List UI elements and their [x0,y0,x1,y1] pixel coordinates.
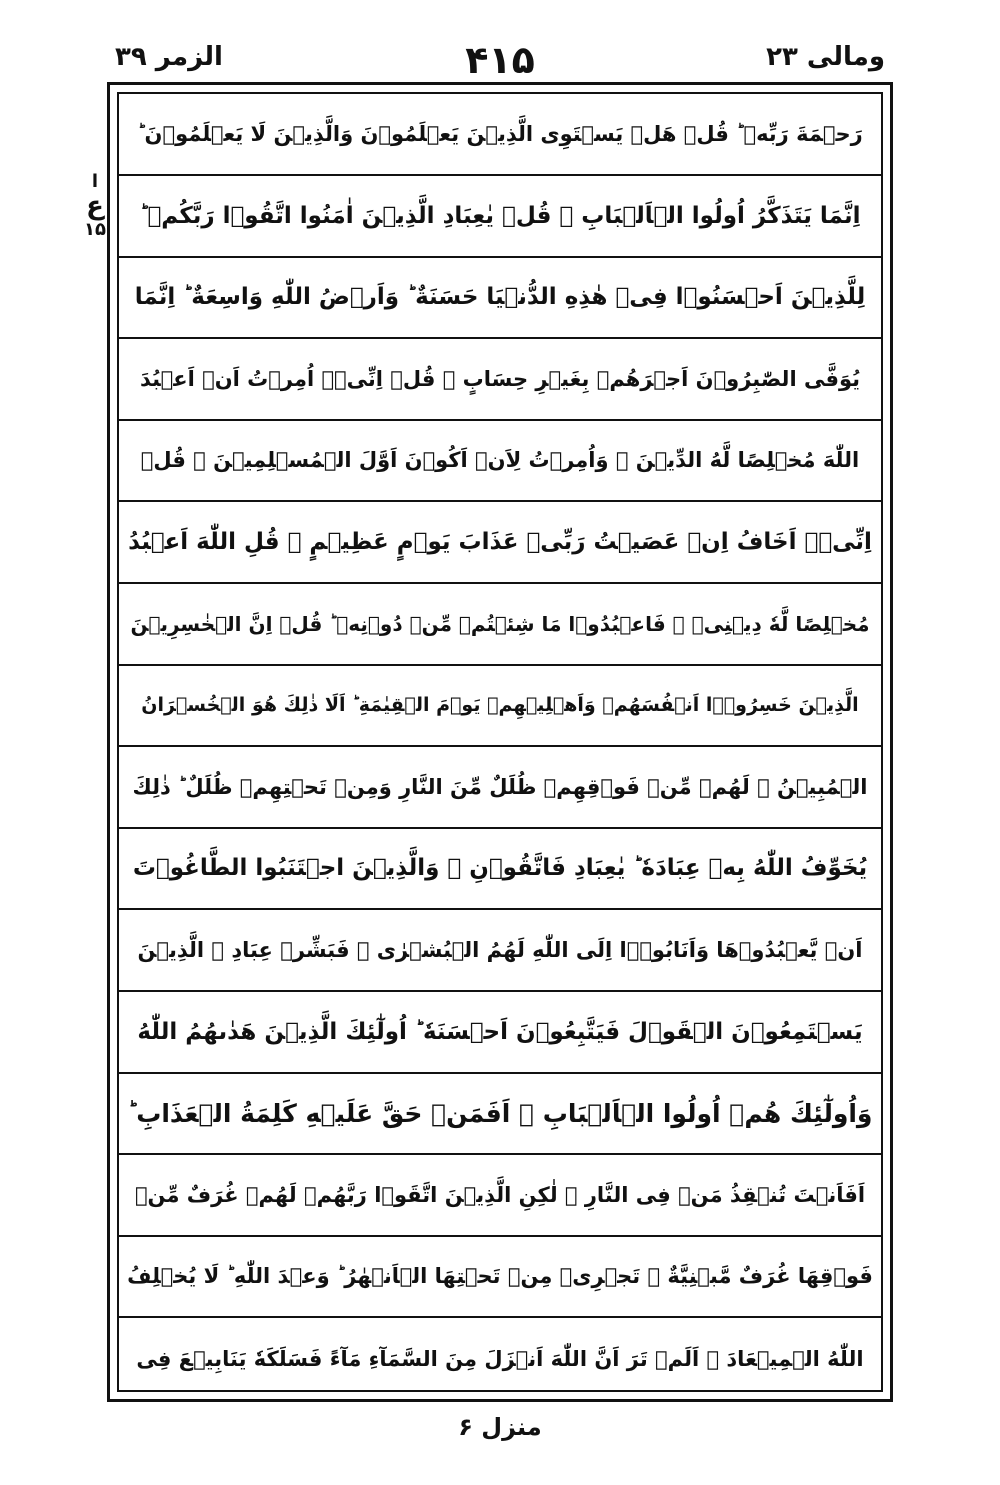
text-line [119,1318,881,1400]
text-line [119,176,881,258]
line-text: اَفَاَنۡتَ تُنۡقِذُ مَنۡ فِى النَّارِ ۞ لٰكِنِ الَّذِيۡنَ اتَّقَوۡا رَبَّهُمۡ لَهُمۡ غُرَفٌ مِّنۡ [134,1182,866,1207]
ruku-marker-number: ۱۵ [84,219,106,241]
ruku-marker [84,172,106,240]
text-line [119,747,881,829]
text-line [119,910,881,992]
text-line [119,257,881,339]
ruku-marker-symbol: ع [86,190,104,221]
text-line [119,1073,881,1155]
line-text: يُخَوِّفُ اللّٰهُ بِهٖ عِبَادَهٗ ؕ يٰعِبَادِ فَاتَّقُوۡنِ ۞ وَالَّذِيۡنَ اجۡتَنَبُوا الطَّاغُوۡتَ [132,855,868,882]
line-text: لِلَّذِيۡنَ اَحۡسَنُوۡا فِىۡ هٰذِهِ الدُّنۡيَا حَسَنَةٌ ؕ وَاَرۡضُ اللّٰهِ وَاسِعَةٌ ؕ اِنَّمَا [134,284,866,311]
text-line [119,420,881,502]
text-line [119,665,881,747]
line-text: مُخۡلِصًا لَّهٗ دِيۡنِىۡ ۞ فَاعۡبُدُوۡا مَا شِئۡتُمۡ مِّنۡ دُوۡنِهٖ ؕ قُلۡ اِنَّ الۡخٰسِرِيۡنَ [130,611,870,636]
line-text: فَوۡقِهَا غُرَفٌ مَّبۡنِيَّةٌ ۙ تَجۡرِىۡ مِنۡ تَحۡتِهَا الۡاَنۡهٰرُ ؕ وَعۡدَ اللّٰهِ ؕ لَا يُخۡلِفُ [127,1264,873,1289]
line-text: وَاُولٰٓئِكَ هُمۡ اُولُوا الۡاَلۡبَابِ ۞ اَفَمَنۡ حَقَّ عَلَيۡهِ كَلِمَةُ الۡعَذَابِ ؕ [127,1098,873,1128]
text-line [119,339,881,421]
line-text: اِنَّمَا يَتَذَكَّرُ اُولُوا الۡاَلۡبَابِ ۞ قُلۡ يٰعِبَادِ الَّذِيۡنَ اٰمَنُوا اتَّقُوۡا رَبَّكُمۡ ؕ [139,202,861,229]
line-text: رَحۡمَةَ رَبِّهٖ ؕ قُلۡ هَلۡ يَسۡتَوِى الَّذِيۡنَ يَعۡلَمُوۡنَ وَالَّذِيۡنَ لَا يَعۡلَمُوۡنَ ؕ [137,122,863,146]
page-header [105,38,895,86]
line-text: اللّٰهُ الۡمِيۡعَادَ ۞ اَلَمۡ تَرَ اَنَّ اللّٰهَ اَنۡزَلَ مِنَ السَّمَآءِ مَآءً فَسَلَكَهٗ يَنَابِيۡعَ فِى [136,1347,864,1371]
line-text: الَّذِيۡنَ خَسِرُوۡۤا اَنۡفُسَهُمۡ وَاَهۡلِيۡهِمۡ يَوۡمَ الۡقِيٰمَةِ ؕ اَلَا ذٰلِكَ هُوَ الۡخُسۡرَانُ [141,694,859,717]
text-line [119,584,881,666]
page-number: ۴۱۵ [465,38,535,82]
text-line [119,992,881,1074]
manzil-footer: منزل ۶ [458,1413,542,1441]
line-text: يُوَفَّى الصّٰبِرُوۡنَ اَجۡرَهُمۡ بِغَيۡرِ حِسَابٍ ۞ قُلۡ اِنِّىۡۤ اُمِرۡتُ اَنۡ اَعۡبُدَ [139,366,861,391]
text-frame-inner [117,92,883,1392]
text-line [119,828,881,910]
para-name: ومالی ۲۳ [766,42,885,72]
surah-name: الزمر ۳۹ [115,42,223,72]
text-line [119,94,881,176]
line-text: اَنۡ يَّعۡبُدُوۡهَا وَاَنَابُوۡۤا اِلَى اللّٰهِ لَهُمُ الۡبُشۡرٰى ۚ فَبَشِّرۡ عِبَادِ ۞ الَّذِيۡنَ [137,938,863,962]
line-text: اِنِّىۡۤ اَخَافُ اِنۡ عَصَيۡتُ رَبِّىۡ عَذَابَ يَوۡمٍ عَظِيۡمٍ ۞ قُلِ اللّٰهَ اَعۡبُدُ [128,529,872,555]
line-text: الۡمُبِيۡنُ ۞ لَهُمۡ مِّنۡ فَوۡقِهِمۡ ظُلَلٌ مِّنَ النَّارِ وَمِنۡ تَحۡتِهِمۡ ظُلَلٌ ؕ ذٰلِكَ [132,774,868,799]
text-frame [107,82,893,1402]
line-text: اللّٰهَ مُخۡلِصًا لَّهُ الدِّيۡنَ ۞ وَاُمِرۡتُ لِاَنۡ اَكُوۡنَ اَوَّلَ الۡمُسۡلِمِيۡنَ ۞ قُلۡ [140,448,860,473]
line-text: يَسۡتَمِعُوۡنَ الۡقَوۡلَ فَيَتَّبِعُوۡنَ اَحۡسَنَهٗ ؕ اُولٰٓئِكَ الَّذِيۡنَ هَدٰٮهُمُ اللّٰهُ [137,1018,863,1045]
text-line [119,502,881,584]
ruku-marker-top: ا [91,171,99,192]
text-line [119,1236,881,1318]
text-line [119,1155,881,1237]
